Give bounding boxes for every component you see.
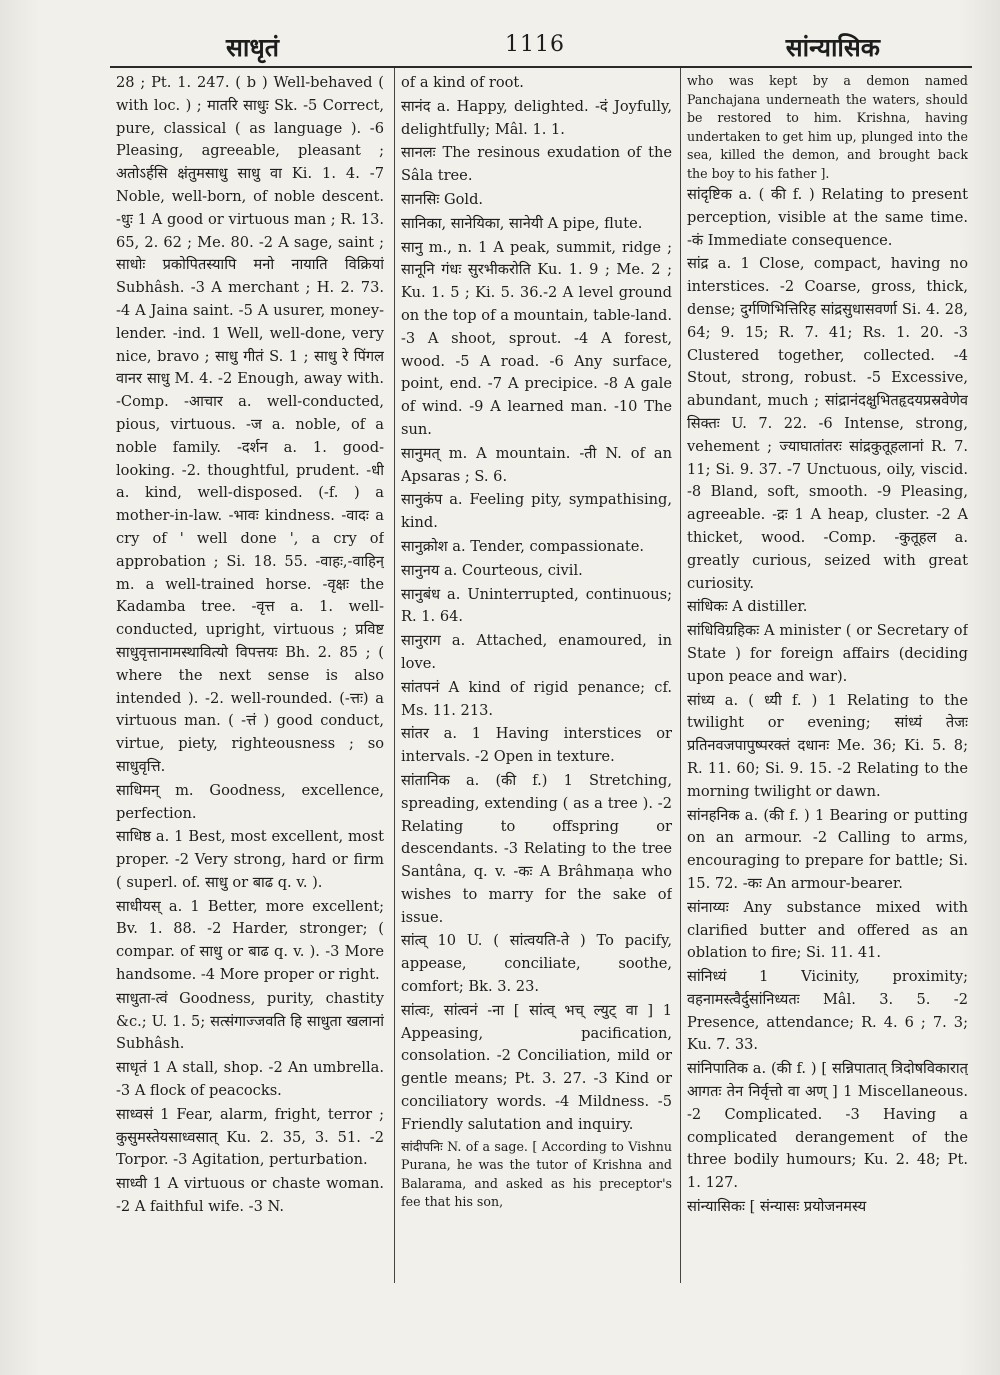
entry: सानुक्रोश a. Tender, compassionate. xyxy=(401,537,645,555)
entry: सांदीपनिः N. of a sage. [ According to Vishnu Purana, he was the tutor of Krishna and Balarama, and asked as his preceptor's fee that his son, xyxy=(401,1138,672,1210)
left-guide-word: साधृतं xyxy=(226,33,280,62)
entry: साधिमन् m. Goodness, excellence, perfection. xyxy=(116,781,384,822)
entry: सांतर a. 1 Having interstices or intervals. -2 Open in texture. xyxy=(401,725,672,766)
entry: सानंद a. Happy, delighted. -दं Joyfully, delightfully; Mâl. 1. 1. xyxy=(401,97,672,138)
entry: सांनिपातिक a. (की f. ) [ सन्निपातात् त्रिदोषविकारात् आगतः तेन निर्वृत्तो वा अण् ] 1 Miscellaneous. -2 Complicated. -3 Having a complicated derangement of the three bodily humours; Ku. 2. 48; Pt. 1. 127. xyxy=(687,1060,968,1192)
column-divider xyxy=(680,68,681,1283)
entry: सानुकंप a. Feeling pity, sympathising, kind. xyxy=(401,491,672,532)
entry: सांतपनं A kind of rigid penance; cf. Ms. 11. 213. xyxy=(401,678,672,719)
entry: सांध्य a. ( ध्यी f. ) 1 Relating to the twilight or evening; सांध्यं तेजः प्रतिनवजपापुष्परक्तं दधानः Me. 36; Ki. 5. 8; R. 11. 60; Si. 9. 15. -2 Relating to the morning twilight or dawn. xyxy=(687,691,968,800)
entry: साधुता-त्वं Goodness, purity, chastity &c.; U. 1. 5; सत्संगाज्जवति हि साधुता खलानां Subhâsh. xyxy=(116,989,384,1053)
right-guide-word: सांन्यासिक xyxy=(785,33,880,62)
column-1 xyxy=(116,72,384,1287)
entry: साधृतं 1 A stall, shop. -2 An umbrella. -3 A flock of peacocks. xyxy=(116,1059,384,1100)
entry: सानिका, सानेयिका, सानेयी A pipe, flute. xyxy=(401,214,643,232)
entry: सांधिविग्रहिकः A minister ( or Secretary of State ) for foreign affairs (deciding upon peace and war). xyxy=(687,622,968,685)
entry: of a kind of root. xyxy=(401,74,524,91)
entry: सानु m., n. 1 A peak, summit, ridge ; सानूनि गंधः सुरभीकरोति Ku. 1. 9 ; Me. 2 ; Ku. 1. 5 ; Ki. 5. 36.-2 A level ground on the top of a mountain, table-land. -3 A shoot, sprout. -4 A forest, wood. -5 A road. -6 Any surface, point, end. -7 A precipice. -8 A gale of wind. -9 A learned man. -10 The sun. xyxy=(401,238,672,438)
entry: सांधिकः A distiller. xyxy=(687,598,808,616)
entry: सांदृष्टिक a. ( की f. ) Relating to present perception, visible at the same time. -कं Immediate consequence. xyxy=(687,186,968,249)
entry: साध्वसं 1 Fear, alarm, fright, terror ; कुसुमस्तेयसाध्वसात् Ku. 2. 35, 3. 51. -2 Torpor. -3 Agitation, perturbation. xyxy=(116,1105,384,1169)
entry: सानसिः Gold. xyxy=(401,190,484,208)
entry: सानुनय a. Courteous, civil. xyxy=(401,561,583,579)
entry: सानुराग a. Attached, enamoured, in love. xyxy=(401,632,672,672)
page-header xyxy=(110,22,880,66)
entry: सानुबंध a. Uninterrupted, continuous; R. 1. 64. xyxy=(401,585,672,626)
entry: साधीयस् a. 1 Better, more excellent; Bv. 1. 88. -2 Harder, stronger; ( compar. of साधु or बाढ q. v. ). -3 More handsome. -4 More proper or right. xyxy=(116,897,384,984)
column-divider xyxy=(394,68,395,1283)
entry: सांत्वः, सांत्वनं -ना [ सांत्व् भच् ल्युट् वा ] 1 Appeasing, pacification, consolation. -2 Conciliation, mild or gentle means; Pt. 3. 27. -3 Kind or conciliatory words. -4 Mildness. -5 Friendly salutation and inquiry. xyxy=(401,1001,672,1133)
entry: सांत्व् 10 U. ( सांत्वयति-ते ) To pacify, appease, conciliate, soothe, comfort; Bk. 3. 23. xyxy=(401,932,672,996)
entry: सांनिध्यं 1 Vicinity, proximity; वहनामस्त्वैर्दुसांनिध्यतः Mâl. 3. 5. -2 Presence, attendance; R. 4. 6 ; 7. 3; Ku. 7. 33. xyxy=(687,968,968,1054)
entry: साधिष्ठ a. 1 Best, most excellent, most proper. -2 Very strong, hard or firm ( superl. of. साधु or बाढ q. v. ). xyxy=(116,828,384,891)
entry: सांनहनिक a. (की f. ) 1 Bearing or putting on an armour. -2 Calling to arms, encouraging to prepare for battle; Si. 15. 72. -कः An armour-bearer. xyxy=(687,806,968,892)
entry: सांतानिक a. (की f.) 1 Stretching, spreading, extending ( as a tree ). -2 Relating to offspring or descendants. -3 Relating to the tree Santâna, q. v. -कः A Brâhmaṇa who wishes to marry for the sake of issue. xyxy=(401,771,672,926)
entry: सांनाय्यः Any substance mixed with clarified butter and offered as an oblation to fire; Si. 11. 41. xyxy=(687,898,968,962)
entry: सांद्र a. 1 Close, compact, having no interstices. -2 Coarse, gross, thick, dense; दुर्गणिभित्तिरिह सांद्रसुधासवर्णा Si. 4. 28, 64; 9. 15; R. 7. 41; Rs. 1. 20. -3 Clustered together, collected. -4 Stout, strong, robust. -5 Excessive, abundant, much ; सांद्रानंदक्षुभितहृदयप्रस्रवेणेव सिक्तः U. 7. 22. -6 Intense, strong, vehement ; ज्याघातांतरः सांद्रकुतूहलानां R. 7. 11; Si. 9. 37. -7 Unctuous, oily, viscid. -8 Bland, soft, smooth. -9 Pleasing, agreeable. -द्रः 1 A heap, cluster. -2 A thicket, wood. -Comp. -कुतूहल a. greatly curious, seized with great curiosity. xyxy=(687,255,968,592)
entry: सानुमत् m. A mountain. -ती N. of an Apsaras ; S. 6. xyxy=(401,444,672,485)
entry: सांन्यासिकः [ संन्यासः प्रयोजनमस्य xyxy=(687,1198,867,1216)
entry: who was kept by a demon named Panchajana underneath the waters, should be restored to him. Krishna, having undertaken to get him up, plunged into the sea, killed the demon, and brought back the boy to his father ]. xyxy=(687,73,968,181)
column-2 xyxy=(401,72,672,1287)
column-3 xyxy=(687,72,968,1287)
entry: साध्वी 1 A virtuous or chaste woman. -2 A faithful wife. -3 N. xyxy=(116,1175,384,1216)
entry: 28 ; Pt. 1. 247. ( b ) Well-behaved ( with loc. ) ; मातरि साधुः Sk. -5 Correct, pure, classical ( as language ). -6 Pleasing, agreeable, pleasant ; अतोऽर्हसि क्षंतुमसाधु साधु वा Ki. 1. 4. -7 Noble, well-born, of noble descent. -धुः 1 A good or virtuous man ; R. 13. 65, 2. 62 ; Me. 80. -2 A sage, saint ; साधोः प्रकोपितस्यापि मनो नायाति विक्रियां Subhâsh. -3 A merchant ; H. 2. 73. -4 A Jaina saint. -5 A usurer, money-lender. -ind. 1 Well, well-done, very nice, bravo ; साधु गीतं S. 1 ; साधु रे पिंगल वानर साधु M. 4. -2 Enough, away with. -Comp. -आचार a. well-conducted, pious, virtuous. -ज a. noble, of a noble family. -दर्शन a. 1. good-looking. -2. thoughtful, prudent. -धी a. kind, well-disposed. (-f. ) a mother-in-law. -भावः kindness. -वादः a cry of ' well done ', a cry of approbation ; Si. 18. 55. -वाहः,-वाहिन् m. a well-trained horse. -वृक्षः the Kadamba tree. -वृत्त a. 1. well-conducted, upright, virtuous ; प्रविष्ट साधुवृत्तानामस्थावित्यो विपत्तयः Bh. 2. 85 ; ( where the next sense is also intended ). -2. well-rounded. (-त्तः) a virtuous man. ( -त्तं ) good conduct, virtue, piety, righteousness ; so साधुवृत्ति. xyxy=(116,74,384,775)
header-rule xyxy=(110,66,972,68)
page-number: 1116 xyxy=(505,32,565,57)
entry: सानलः The resinous exudation of the Sâla tree. xyxy=(401,144,672,185)
